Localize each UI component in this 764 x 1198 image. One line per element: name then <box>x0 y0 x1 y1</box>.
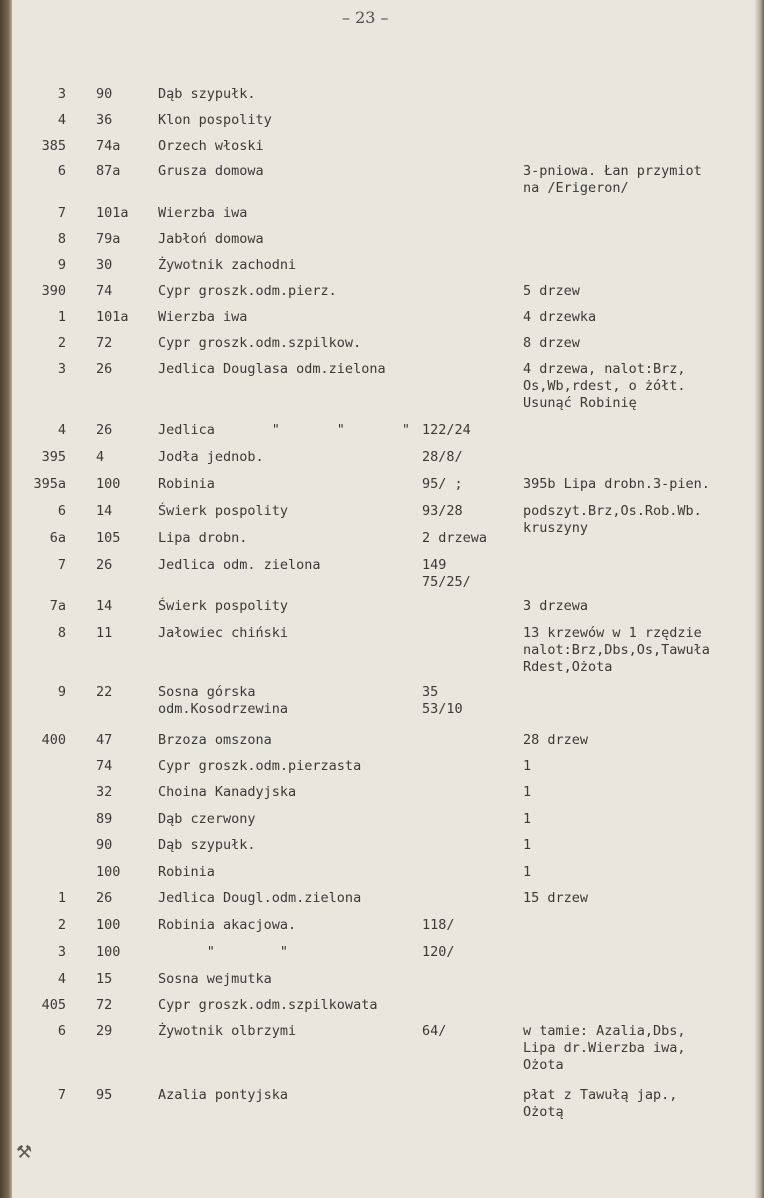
row-number: 9 <box>57 257 66 273</box>
reference-number: 15 <box>96 971 113 987</box>
species-name: Żywotnik olbrzymi <box>158 1023 297 1039</box>
reference-number: 79a <box>96 231 121 247</box>
species-name: Sosna wejmutka <box>158 971 272 987</box>
row-number: 1 <box>57 309 66 325</box>
measurement: 118/ <box>422 917 455 933</box>
species-name: Lipa drobn. <box>158 530 248 546</box>
remarks: 4 drzewa, nalot:Brz, Os,Wb,rdest, o żółt. Usunąć Robinię <box>523 361 686 411</box>
reference-number: 36 <box>96 112 113 128</box>
measurement: 120/ <box>422 944 455 960</box>
species-name: Świerk pospolity <box>158 503 289 519</box>
reference-number: 26 <box>96 557 113 573</box>
document-page <box>12 0 764 1198</box>
reference-number: 74 <box>96 758 113 774</box>
species-name: Wierzba iwa <box>158 205 248 221</box>
remarks: 1 <box>523 864 532 880</box>
row-number: 1 <box>57 890 66 906</box>
reference-number: 100 <box>96 944 121 960</box>
reference-number: 32 <box>96 784 113 800</box>
species-name: " " <box>158 944 289 960</box>
table-row <box>12 1023 764 1073</box>
reference-number: 100 <box>96 917 121 933</box>
reference-number: 74 <box>96 283 113 299</box>
corner-stamp-icon: ⚒ <box>16 1142 33 1163</box>
row-number: 8 <box>57 231 66 247</box>
reference-number: 100 <box>96 476 121 492</box>
remarks: 1 <box>523 758 532 774</box>
reference-number: 95 <box>96 1087 113 1103</box>
row-number: 7 <box>57 205 66 221</box>
remarks: 1 <box>523 837 532 853</box>
row-number: 6 <box>57 1023 66 1039</box>
species-name: Cypr groszk.odm.pierzasta <box>158 758 362 774</box>
remarks: 1 <box>523 811 532 827</box>
species-name: Klon pospolity <box>158 112 272 128</box>
remarks: 8 drzew <box>523 335 580 351</box>
row-number: 8 <box>57 625 66 641</box>
row-number: 385 <box>41 138 66 154</box>
species-name: Żywotnik zachodni <box>158 257 297 273</box>
reference-number: 14 <box>96 598 113 614</box>
row-number: 4 <box>57 971 66 987</box>
row-number: 6 <box>57 163 66 179</box>
species-name: Jedlica " " " <box>158 422 410 438</box>
reference-number: 4 <box>96 449 105 465</box>
species-name: Jedlica Dougl.odm.zielona <box>158 890 362 906</box>
species-name: Orzech włoski <box>158 138 264 154</box>
reference-number: 22 <box>96 684 113 700</box>
species-name: Jedlica Douglasa odm.zielona <box>158 361 386 377</box>
row-number: 395a <box>33 476 66 492</box>
species-name: Choina Kanadyjska <box>158 784 297 800</box>
species-name: Grusza domowa <box>158 163 264 179</box>
remarks: 4 drzewka <box>523 309 597 325</box>
table-row <box>12 557 764 597</box>
reference-number: 101a <box>96 205 129 221</box>
row-number: 3 <box>57 361 66 377</box>
species-name: Jałowiec chiński <box>158 625 289 641</box>
row-number: 2 <box>57 335 66 351</box>
remarks: 1 <box>523 784 532 800</box>
species-name: Cypr groszk.odm.szpilkow. <box>158 335 362 351</box>
row-number: 9 <box>57 684 66 700</box>
species-name: Świerk pospolity <box>158 598 289 614</box>
row-number: 6 <box>57 503 66 519</box>
species-name: Cypr groszk.odm.szpilkowata <box>158 997 378 1013</box>
table-row <box>12 1087 764 1127</box>
reference-number: 29 <box>96 1023 113 1039</box>
row-number: 7 <box>57 1087 66 1103</box>
species-name: Brzoza omszona <box>158 732 272 748</box>
row-number: 2 <box>57 917 66 933</box>
remarks: podszyt.Brz,Os.Rob.Wb. kruszyny <box>523 503 702 536</box>
reference-number: 26 <box>96 422 113 438</box>
table-row <box>12 361 764 411</box>
reference-number: 72 <box>96 997 113 1013</box>
table-row <box>12 625 764 675</box>
species-name: Robinia <box>158 476 215 492</box>
table-row <box>12 163 764 203</box>
row-number: 7a <box>49 598 66 614</box>
row-number: 390 <box>41 283 66 299</box>
species-name: Wierzba iwa <box>158 309 248 325</box>
species-name: Dąb szypułk. <box>158 837 256 853</box>
species-name: Sosna górska odm.Kosodrzewina <box>158 684 289 717</box>
remarks: 28 drzew <box>523 732 589 748</box>
species-name: Robinia <box>158 864 215 880</box>
reference-number: 26 <box>96 890 113 906</box>
reference-number: 101a <box>96 309 129 325</box>
measurement: 2 drzewa <box>422 530 488 546</box>
row-number: 4 <box>57 112 66 128</box>
reference-number: 105 <box>96 530 121 546</box>
page-number: – 23 – <box>342 8 389 27</box>
species-name: Azalia pontyjska <box>158 1087 289 1103</box>
row-number: 395 <box>41 449 66 465</box>
reference-number: 74a <box>96 138 121 154</box>
remarks: 5 drzew <box>523 283 580 299</box>
reference-number: 89 <box>96 811 113 827</box>
measurement: 93/28 <box>422 503 463 519</box>
species-name: Dąb czerwony <box>158 811 256 827</box>
species-name: Jodła jednob. <box>158 449 264 465</box>
row-number: 405 <box>41 997 66 1013</box>
page-edge <box>754 0 764 1198</box>
remarks: w tamie: Azalia,Dbs, Lipa dr.Wierzba iwa, Ożota <box>523 1023 686 1073</box>
row-number: 3 <box>57 944 66 960</box>
species-name: Jabłoń domowa <box>158 231 264 247</box>
reference-number: 87a <box>96 163 121 179</box>
measurement: 28/8/ <box>422 449 463 465</box>
row-number: 400 <box>41 732 66 748</box>
species-name: Robinia akacjowa. <box>158 917 297 933</box>
row-number: 7 <box>57 557 66 573</box>
binding-edge <box>0 0 12 1198</box>
remarks: 395b Lipa drobn.3-pien. <box>523 476 710 492</box>
remarks: 15 drzew <box>523 890 589 906</box>
reference-number: 72 <box>96 335 113 351</box>
remarks: 3-pniowa. Łan przymiot na /Erigeron/ <box>523 163 702 196</box>
species-name: Jedlica odm. zielona <box>158 557 321 573</box>
measurement: 64/ <box>422 1023 447 1039</box>
row-number: 4 <box>57 422 66 438</box>
reference-number: 90 <box>96 837 113 853</box>
reference-number: 26 <box>96 361 113 377</box>
species-name: Cypr groszk.odm.pierz. <box>158 283 337 299</box>
measurement: 95/ ; <box>422 476 463 492</box>
reference-number: 30 <box>96 257 113 273</box>
table-row <box>12 684 764 724</box>
measurement: 149 75/25/ <box>422 557 471 590</box>
measurement: 122/24 <box>422 422 471 438</box>
reference-number: 100 <box>96 864 121 880</box>
remarks: 3 drzewa <box>523 598 589 614</box>
remarks: 13 krzewów w 1 rzędzie nalot:Brz,Dbs,Os,Tawuła Rdest,Ożota <box>523 625 710 675</box>
species-name: Dąb szypułk. <box>158 86 256 102</box>
measurement: 35 53/10 <box>422 684 463 717</box>
row-number: 3 <box>57 86 66 102</box>
reference-number: 47 <box>96 732 113 748</box>
remarks: płat z Tawułą jap., Ożotą <box>523 1087 678 1120</box>
reference-number: 90 <box>96 86 113 102</box>
reference-number: 11 <box>96 625 113 641</box>
row-number: 6a <box>49 530 66 546</box>
reference-number: 14 <box>96 503 113 519</box>
